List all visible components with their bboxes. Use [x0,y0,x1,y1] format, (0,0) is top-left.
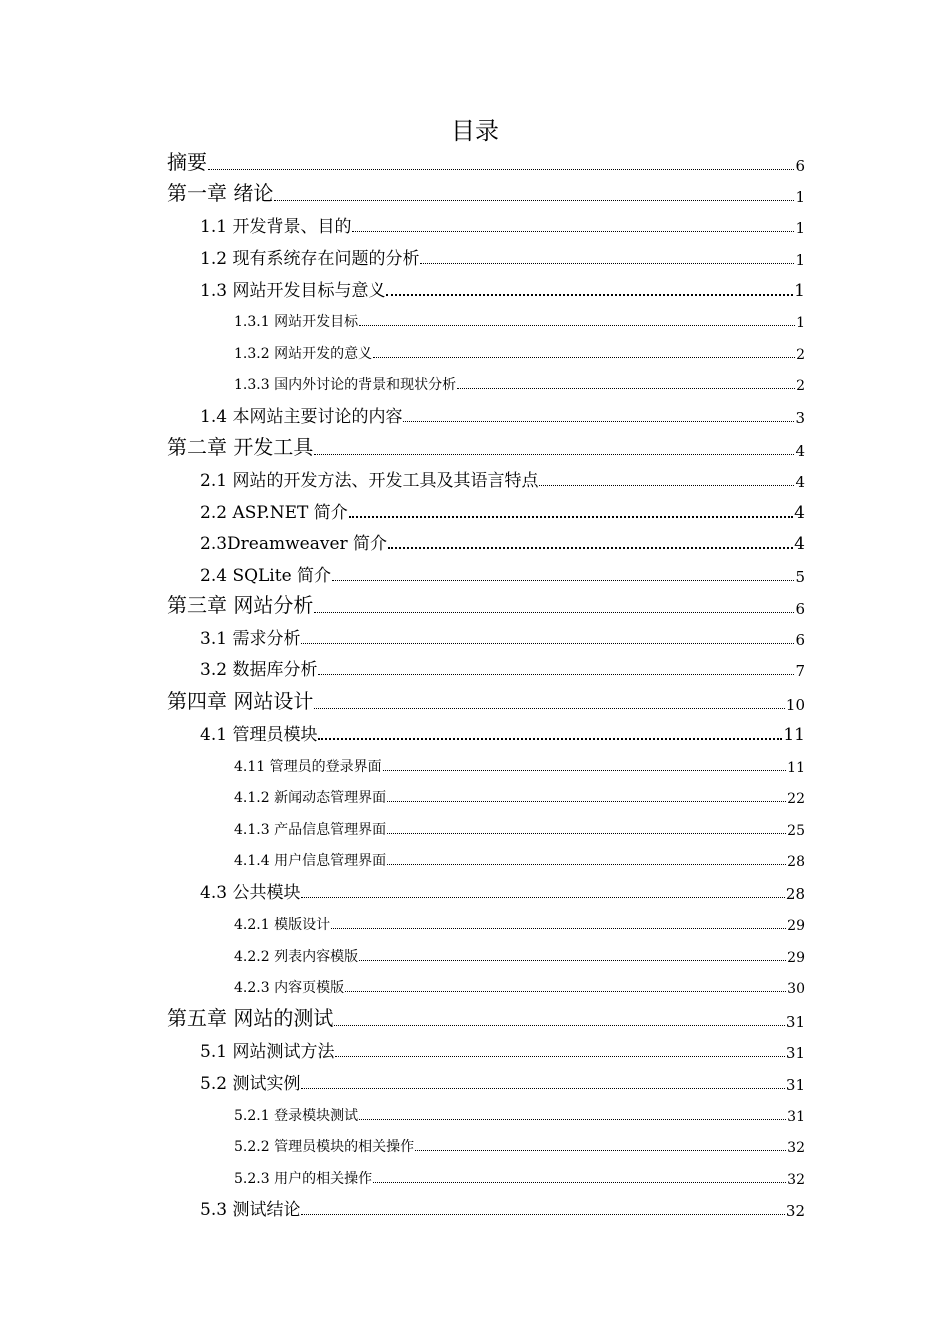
toc-entry [234,785,805,807]
toc-entry-label: 2.4 SQLite 简介 [200,566,332,586]
toc-leader-dots [539,484,794,486]
toc-entry-label: 5.2 测试实例 [200,1074,301,1094]
toc-entry-label: 4.11 管理员的登录界面 [234,759,382,775]
toc-entry [234,848,805,870]
toc-entry-label: 3.2 数据库分析 [200,660,318,680]
toc-entry [167,593,805,618]
toc-entry-page-number: 10 [785,696,805,714]
toc-leader-dots [387,800,786,802]
toc-entry [234,975,805,997]
toc-leader-dots [383,769,787,771]
toc-entry-label: 4.1.2 新闻动态管理界面 [234,790,387,806]
toc-entry-page-number: 32 [787,1140,805,1156]
toc-leader-dots [352,230,794,232]
toc-leader-dots [373,356,795,358]
toc-entry-label: 5.2.2 管理员模块的相关操作 [234,1139,415,1155]
toc-entry-label: 5.3 测试结论 [200,1200,301,1220]
toc-leader-dots [301,642,794,644]
toc-entry [167,181,805,206]
toc-leader-dots [359,1118,786,1120]
toc-leader-dots [301,1087,784,1089]
toc-leader-dots [373,1181,786,1183]
toc-entry-page-number: 1 [796,315,805,331]
toc-entry [234,944,805,966]
toc-title: 目录 [451,117,499,145]
toc-leader-dots [386,293,793,296]
toc-leader-dots [208,168,794,170]
toc-entry-label: 5.2.3 用户的相关操作 [234,1171,373,1187]
toc-entry-page-number: 7 [795,662,805,680]
toc-entry-page-number: 28 [787,854,805,870]
toc-entry-label: 5.2.1 登录模块测试 [234,1108,359,1124]
toc-entry-page-number: 1 [794,281,805,301]
toc-leader-dots [314,707,785,709]
toc-leader-dots [415,1149,786,1151]
toc-entry-label: 1.3 网站开发目标与意义 [200,281,386,301]
toc-entry-page-number: 32 [787,1172,805,1188]
toc-entry [200,723,805,745]
toc-entry-page-number: 31 [785,1013,805,1031]
toc-entry-page-number: 6 [795,600,805,618]
toc-leader-dots [359,324,795,326]
toc-entry-label: 第五章 网站的测试 [167,1006,334,1030]
toc-entry [200,881,805,903]
toc-entry-page-number: 1 [795,219,805,237]
toc-entry-label: 4.1 管理员模块 [200,725,318,745]
toc-entry [234,817,805,839]
toc-leader-dots [359,959,786,961]
toc-leader-dots [318,737,782,740]
toc-entry-page-number: 2 [796,347,805,363]
toc-entry-page-number: 4 [794,503,805,523]
toc-leader-dots [349,515,793,518]
toc-entry [167,689,805,714]
toc-entry-label: 1.4 本网站主要讨论的内容 [200,407,403,427]
toc-entry-label: 4.2.2 列表内容模版 [234,949,359,965]
toc-entry [234,912,805,934]
toc-entry [200,627,805,649]
toc-entry-page-number: 31 [785,1076,805,1094]
toc-entry-page-number: 6 [795,631,805,649]
toc-entry-page-number: 1 [795,251,805,269]
toc-entry [167,150,805,175]
toc-leader-dots [314,611,794,613]
toc-entry [234,754,805,776]
toc-entry [200,501,805,523]
toc-entry-page-number: 25 [787,823,805,839]
toc-entry-page-number: 11 [783,725,805,745]
toc-entry-label: 1.2 现有系统存在问题的分析 [200,249,420,269]
toc-entry [200,1198,805,1220]
toc-entry [234,1103,805,1125]
toc-entry-page-number: 29 [787,918,805,934]
toc-entry-label: 5.1 网站测试方法 [200,1042,335,1062]
toc-entry [200,1072,805,1094]
toc-entry-page-number: 4 [795,442,805,460]
toc-entry-page-number: 28 [785,885,805,903]
toc-entry-label: 1.3.3 国内外讨论的背景和现状分析 [234,377,457,393]
toc-entry [200,532,805,554]
toc-leader-dots [334,1024,785,1026]
toc-entry-label: 3.1 需求分析 [200,629,301,649]
toc-entry [234,1166,805,1188]
toc-entry [200,1040,805,1062]
toc-entry-page-number: 1 [795,188,805,206]
toc-entry-label: 1.3.1 网站开发目标 [234,314,359,330]
toc-entry-label: 第二章 开发工具 [167,435,314,459]
toc-entry-page-number: 22 [787,791,805,807]
toc-entry-label: 第四章 网站设计 [167,689,314,713]
toc-entry [200,279,805,301]
toc-entry-label: 4.2.3 内容页模版 [234,980,345,996]
toc-entry-page-number: 5 [795,568,805,586]
toc-entry [200,564,805,586]
toc-entry-label: 摘要 [167,150,207,174]
toc-entry-label: 2.3Dreamweaver 简介 [200,534,388,554]
toc-entry-page-number: 2 [796,378,805,394]
toc-leader-dots [387,832,786,834]
toc-entry-label: 4.1.3 产品信息管理界面 [234,822,387,838]
toc-leader-dots [331,927,786,929]
toc-entry-label: 2.1 网站的开发方法、开发工具及其语言特点 [200,471,539,491]
toc-entry-label: 第一章 绪论 [167,181,274,205]
toc-entry [234,372,805,394]
toc-leader-dots [274,199,794,201]
toc-entry-label: 4.2.1 模版设计 [234,917,331,933]
toc-entry-page-number: 4 [795,473,805,491]
toc-leader-dots [403,420,794,422]
toc-entry [200,247,805,269]
toc-entry-page-number: 11 [787,760,805,776]
toc-leader-dots [301,896,784,898]
toc-entry [234,309,805,331]
toc-leader-dots [420,262,794,264]
toc-leader-dots [388,546,793,549]
toc-entry-label: 1.1 开发背景、目的 [200,217,352,237]
toc-entry [167,435,805,460]
toc-entry-page-number: 30 [787,981,805,997]
toc-entry-page-number: 31 [787,1109,805,1125]
toc-entry-page-number: 32 [785,1202,805,1220]
toc-entry [167,1006,805,1031]
toc-entry-page-number: 29 [787,950,805,966]
toc-leader-dots [345,990,786,992]
toc-entry [200,658,805,680]
toc-entry [234,1134,805,1156]
toc-leader-dots [387,863,786,865]
toc-leader-dots [314,453,794,455]
toc-entry [234,341,805,363]
toc-entry-label: 4.3 公共模块 [200,883,301,903]
toc-leader-dots [457,387,795,389]
toc-leader-dots [332,579,794,581]
toc-entry-page-number: 4 [794,534,805,554]
toc-entry-page-number: 31 [785,1044,805,1062]
toc-entry [200,405,805,427]
toc-leader-dots [301,1213,784,1215]
toc-entry-label: 1.3.2 网站开发的意义 [234,346,373,362]
toc-entry-label: 4.1.4 用户信息管理界面 [234,853,387,869]
toc-entry-label: 第三章 网站分析 [167,593,314,617]
toc-leader-dots [335,1055,784,1057]
toc-entry-page-number: 6 [795,157,805,175]
toc-leader-dots [318,673,794,675]
toc-entry [200,215,805,237]
toc-entry-label: 2.2 ASP.NET 简介 [200,503,348,523]
toc-entry [200,469,805,491]
toc-entry-page-number: 3 [795,409,805,427]
